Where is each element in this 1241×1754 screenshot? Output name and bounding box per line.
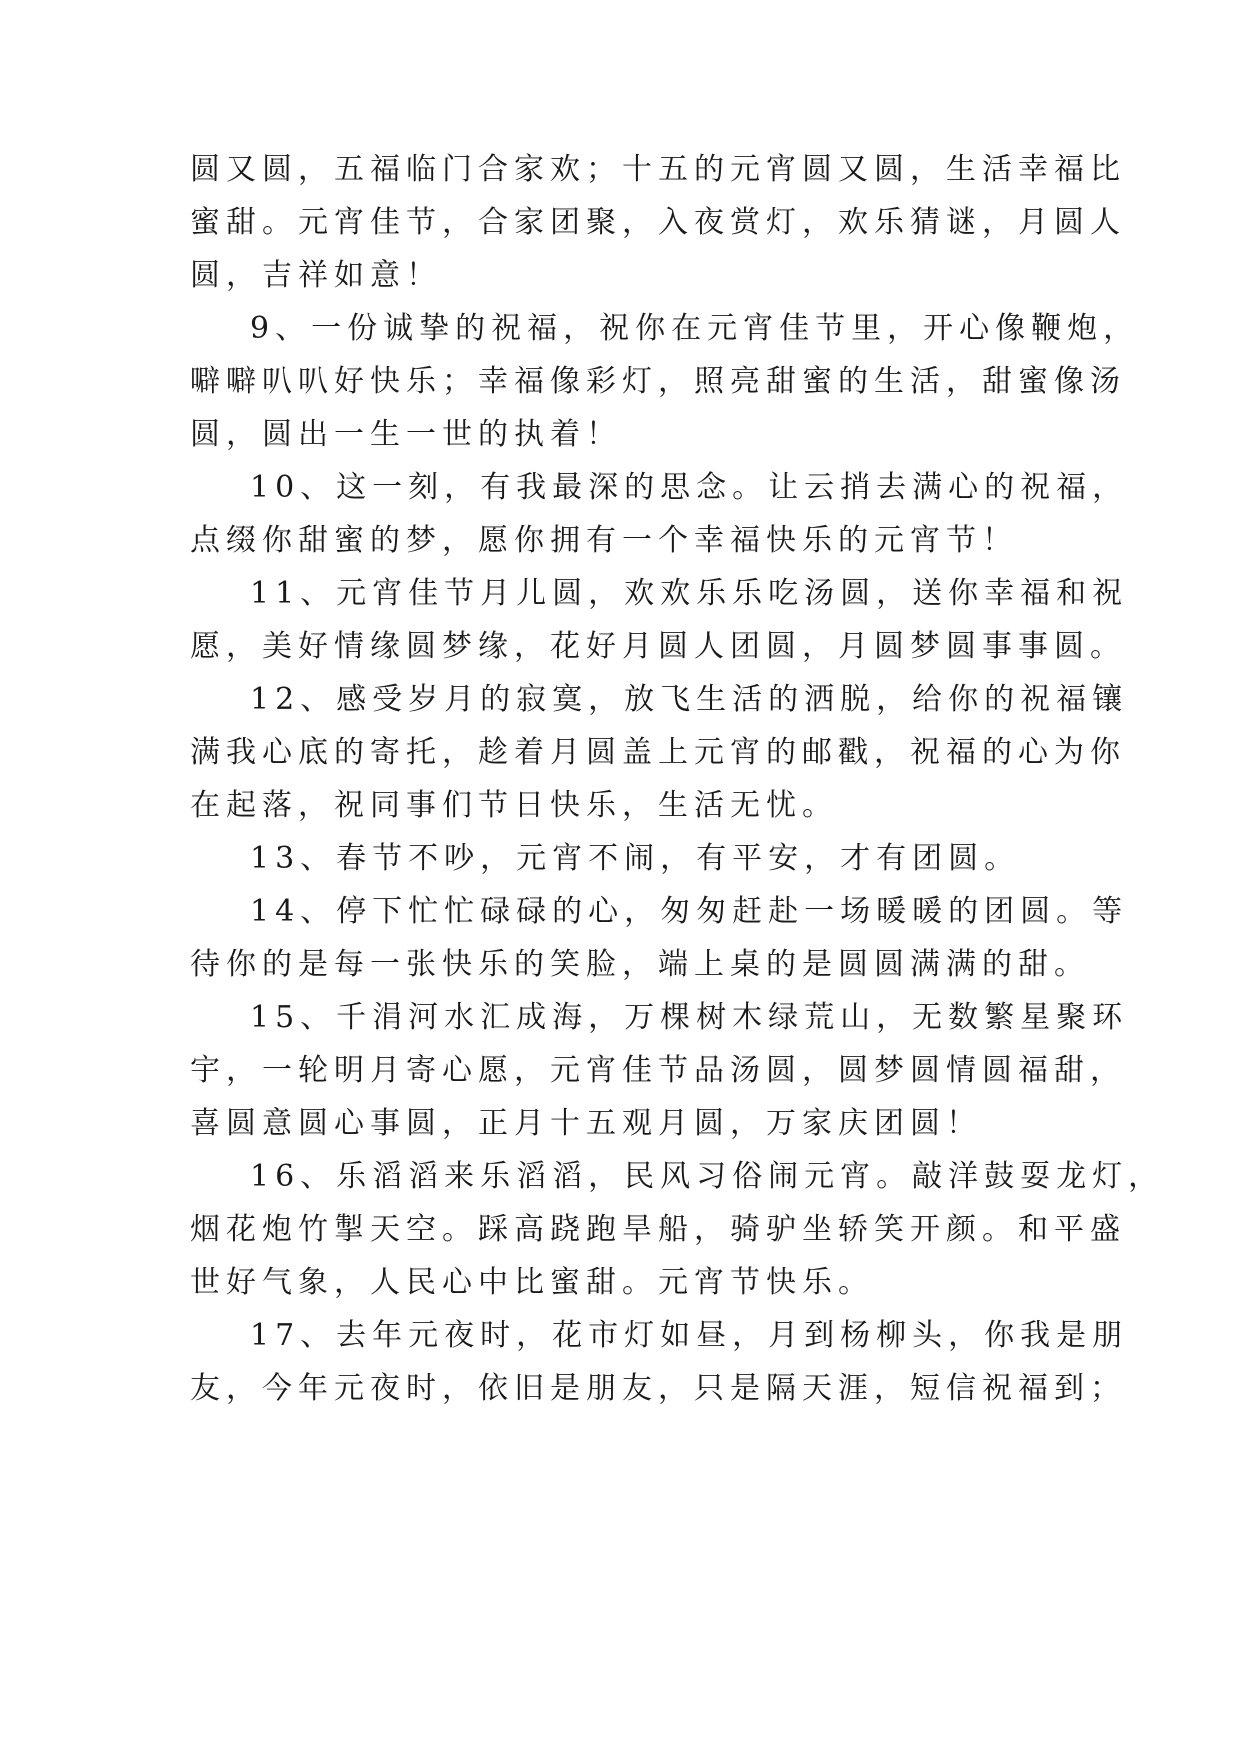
text-line: 16、乐滔滔来乐滔滔，民风习俗闹元宵。敲洋鼓耍龙灯， [250,1159,1165,1194]
text-line: 世好气象，人民心中比蜜甜。元宵节快乐。 [190,1265,874,1300]
text-line: 15、千涓河水汇成海，万棵树木绿荒山，无数繁星聚环 [250,1000,1129,1035]
text-line: 圆，吉祥如意！ [190,258,442,293]
text-line: 13、春节不吵，元宵不闹，有平安，才有团圆。 [250,841,1021,876]
text-line: 圆又圆，五福临门合家欢；十五的元宵圆又圆，生活幸福比 [190,152,1126,187]
text-line: 在起落，祝同事们节日快乐，生活无忧。 [190,788,838,823]
text-line: 愿，美好情缘圆梦缘，花好月圆人团圆，月圆梦圆事事圆。 [190,629,1126,664]
text-line: 蜜甜。元宵佳节，合家团聚，入夜赏灯，欢乐猜谜，月圆人 [190,205,1126,240]
text-line: 宇，一轮明月寄心愿，元宵佳节品汤圆，圆梦圆情圆福甜， [190,1053,1126,1088]
text-line: 满我心底的寄托，趁着月圆盖上元宵的邮戳，祝福的心为你 [190,735,1126,770]
text-line: 圆，圆出一生一世的执着！ [190,417,622,452]
text-line: 友，今年元夜时，依旧是朋友，只是隔天涯，短信祝福到； [190,1371,1126,1406]
text-line: 9、一份诚挚的祝福，祝你在元宵佳节里，开心像鞭炮， [250,311,1140,346]
text-line: 10、这一刻，有我最深的思念。让云捎去满心的祝福， [250,470,1129,505]
text-line: 11、元宵佳节月儿圆，欢欢乐乐吃汤圆，送你幸福和祝 [250,576,1129,611]
text-line: 14、停下忙忙碌碌的心，匆匆赶赴一场暖暖的团圆。等 [250,894,1129,929]
text-line: 待你的是每一张快乐的笑脸，端上桌的是圆圆满满的甜。 [190,947,1090,982]
text-line: 喜圆意圆心事圆，正月十五观月圆，万家庆团圆！ [190,1106,982,1141]
text-line: 17、去年元夜时，花市灯如昼，月到杨柳头，你我是朋 [250,1318,1129,1353]
text-line: 12、感受岁月的寂寞，放飞生活的洒脱，给你的祝福镶 [250,682,1129,717]
text-line: 噼噼叭叭好快乐；幸福像彩灯，照亮甜蜜的生活，甜蜜像汤 [190,364,1126,399]
text-line: 点缀你甜蜜的梦，愿你拥有一个幸福快乐的元宵节！ [190,523,1018,558]
text-line: 烟花炮竹掣天空。踩高跷跑旱船，骑驴坐轿笑开颜。和平盛 [190,1212,1126,1247]
